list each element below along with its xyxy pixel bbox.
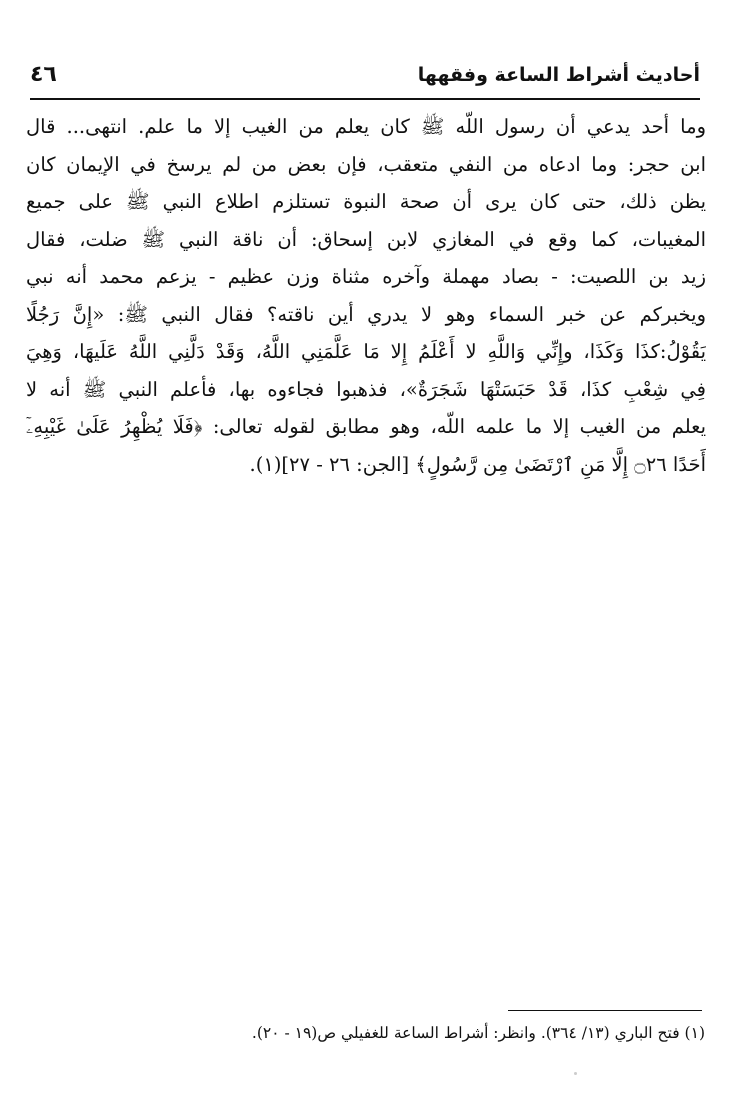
body-line-1: وما أحد يدعي أن رسول اللّه ﷺ كان يعلم من الغيب إلا ما علم. انتهى... قال bbox=[26, 115, 706, 138]
body-line-6: ويخبركم عن خبر السماء وهو لا يدري أين ناقته؟ فقال النبي ﷺ: «إِنَّ رَجُلًا bbox=[26, 302, 706, 326]
scan-speck bbox=[574, 1072, 577, 1075]
body-line-10: أَحَدًا ۝٢٦ إِلَّا مَنِ ٱرْتَضَىٰ مِن رَّسُولٍ﴾ [الجن: ٢٦ - ٢٧](١). bbox=[249, 452, 706, 476]
body-line-9: يعلم من الغيب إلا ما علمه اللّه، وهو مطابق لقوله تعالى: ﴿فَلَا يُظْهِرُ عَلَىٰ غَيْبِهِۦٓ bbox=[26, 415, 706, 438]
footnote-rule bbox=[508, 1010, 702, 1011]
body-line-5: زيد بن اللصيت: - بصاد مهملة وآخره مثناة وزن عظيم - يزعم محمد أنه نبي bbox=[26, 265, 706, 288]
page-header bbox=[30, 62, 700, 92]
body-line-2: ابن حجر: وما ادعاه من النفي متعقب، فإن بعض من لم يرسخ في الإيمان كان bbox=[26, 152, 706, 176]
footnote: (١) فتح الباري (١٣/ ٣٦٤). وانظر: أشراط الساعة للغفيلي ص(١٩ - ٢٠). bbox=[251, 1024, 705, 1042]
body-line-4: المغيبات، كما وقع في المغازي لابن إسحاق: أن ناقة النبي ﷺ ضلت، فقال bbox=[26, 227, 706, 251]
body-line-3: يظن ذلك، حتى كان يرى أن صحة النبوة تستلزم اطلاع النبي ﷺ على جميع bbox=[26, 190, 706, 213]
header-rule bbox=[30, 98, 700, 100]
body-line-7: يَقُوْلُ:كذَا وَكَذَا، وإِنِّي وَاللَّهِ لا أَعْلَمُ إِلا مَا عَلَّمَنِي اللَّهُ، وَقَدْ دَلَّنِي اللَّهُ عَلَيهَا، وَهِيَ bbox=[26, 340, 706, 363]
body-line-8: فِي شِعْبِ كذَا، قَدْ حَبَسَتْهَا شَجَرَةٌ»، فذهبوا فجاءوه بها، فأعلم النبي ﷺ أنه لا bbox=[26, 377, 706, 401]
page-number: ٤٦ bbox=[30, 62, 57, 87]
running-title: أحاديث أشراط الساعة وفقهها bbox=[417, 64, 700, 86]
body-text bbox=[26, 108, 706, 483]
